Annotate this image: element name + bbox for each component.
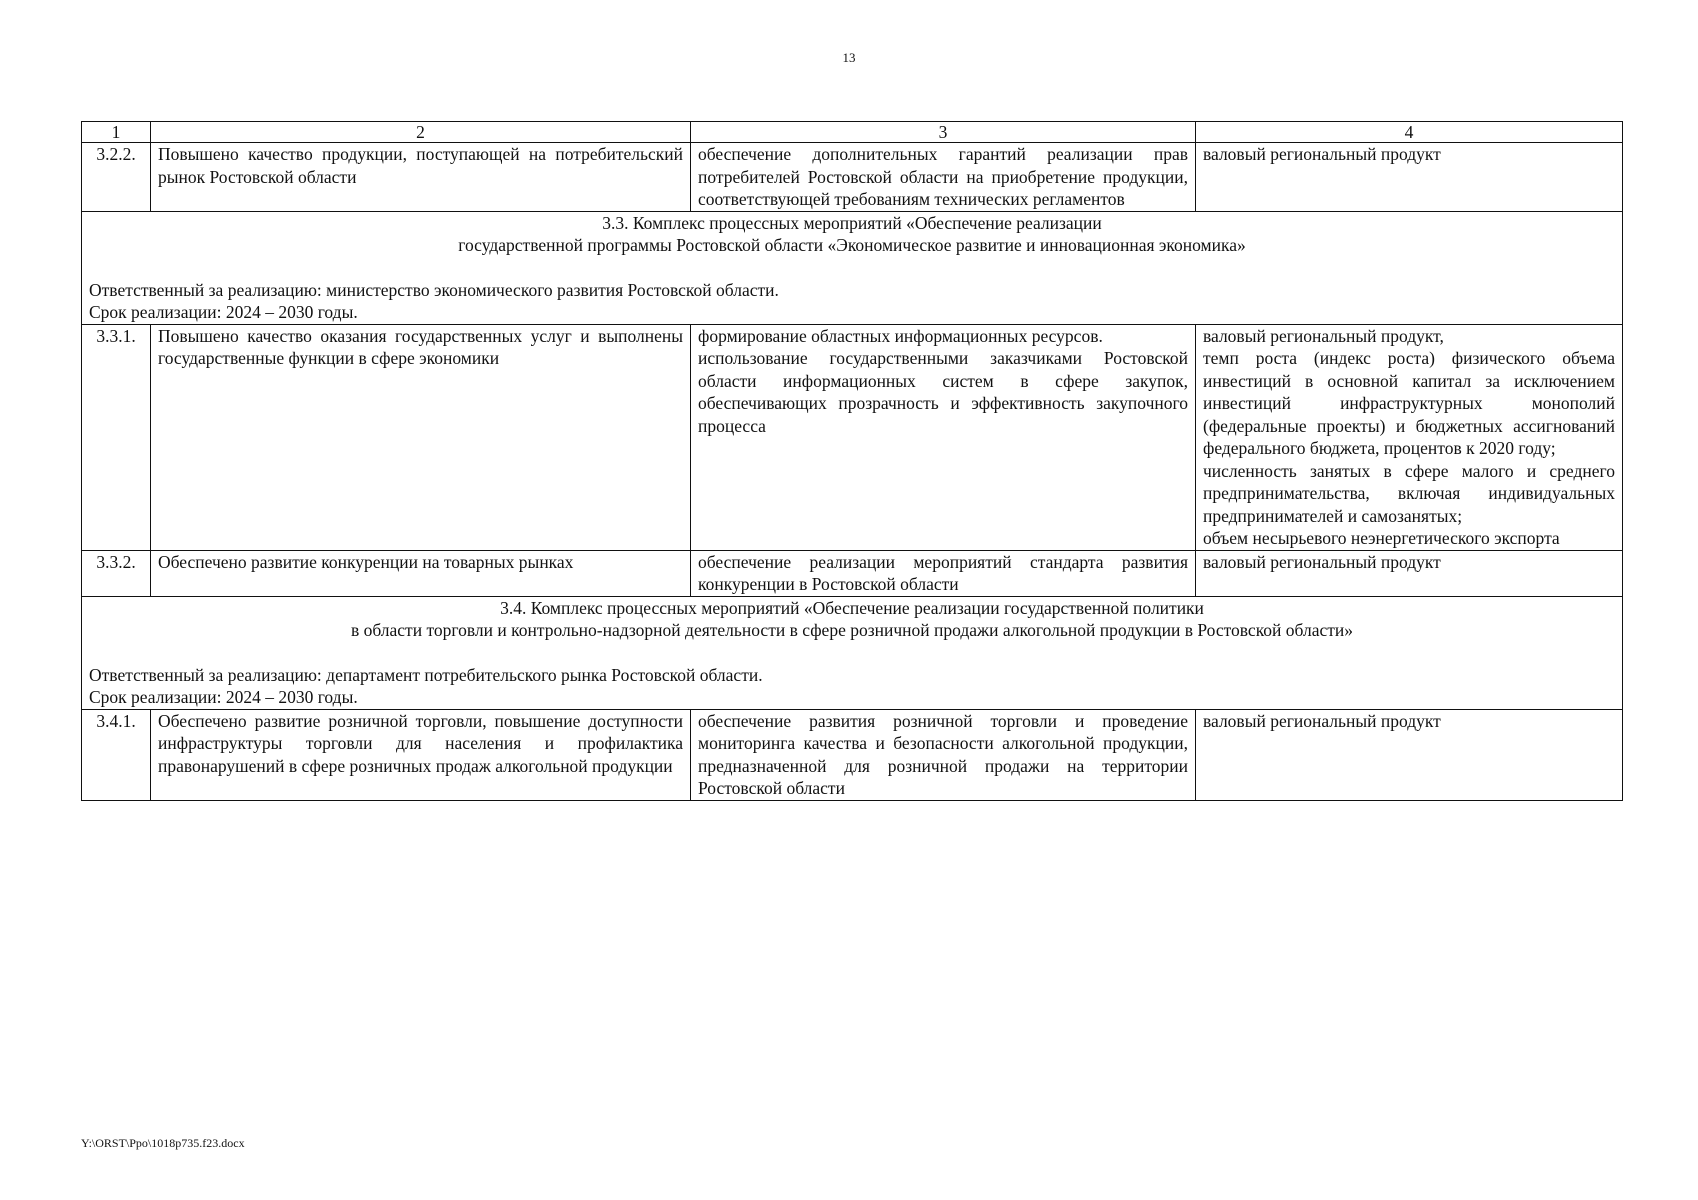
indicator-line: валовый региональный продукт, [1203,325,1444,346]
row-number: 3.3.2. [82,550,151,596]
table-row [82,324,1623,550]
task-description: Повышено качество оказания государственных услуг и выполнены государственные функции в сфере экономики [151,324,691,550]
file-path: Y:\ORST\Ppo\1018p735.f23.docx [81,1136,245,1150]
section-term: Срок реализации: 2024 – 2030 годы. [89,302,358,322]
indicator-link [1196,324,1623,550]
header-col-2: 2 [151,122,691,143]
section-row [82,211,1623,324]
section-title-line: 3.4. Комплекс процессных мероприятий «Обеспечение реализации государственной политики [500,597,1204,618]
section-header-3-4 [82,596,1623,709]
task-characteristic [691,324,1196,550]
indicator-line: темп роста (индекс роста) физического объема инвестиций в основной капитал за исключением инвестиций инфраструктурных монополий (федеральные проекты) и бюджетных ассигнований федерального бюджета, процентов к 2020 году; [1203,348,1615,458]
indicator-line: численность занятых в сфере малого и среднего предпринимательства, включая индивидуальных предпринимателей и самозанятых; [1203,460,1615,526]
section-term: Срок реализации: 2024 – 2030 годы. [89,687,358,707]
characteristic-line: использование государственными заказчиками Ростовской области информационных систем в сфере закупок, обеспечивающих прозрачность и эффективность закупочного процесса [698,348,1188,436]
section-header-3-3 [82,211,1623,324]
header-col-1: 1 [82,122,151,143]
row-number: 3.3.1. [82,324,151,550]
section-title-line: 3.3. Комплекс процессных мероприятий «Обеспечение реализации [602,212,1102,233]
task-characteristic: обеспечение реализации мероприятий стандарта развития конкуренции в Ростовской области [691,550,1196,596]
table-row [82,550,1623,596]
section-title-line: в области торговли и контрольно-надзорной деятельности в сфере розничной продажи алкогольной продукции в Ростовской области» [350,620,1354,640]
section-responsible: Ответственный за реализацию: департамент потребительского рынка Ростовской области. [89,664,763,685]
row-number: 3.4.1. [82,709,151,800]
row-number: 3.2.2. [82,143,151,212]
header-col-4: 4 [1196,122,1623,143]
indicator-line: объем несырьевого неэнергетического экспорта [1203,528,1560,548]
program-table [81,121,1623,801]
section-responsible: Ответственный за реализацию: министерство экономического развития Ростовской области. [89,279,779,300]
task-description: Повышено качество продукции, поступающей на потребительский рынок Ростовской области [151,143,691,212]
section-row [82,596,1623,709]
task-description: Обеспечено развитие розничной торговли, повышение доступности инфраструктуры торговли для населения и профилактика правонарушений в сфере розничных продаж алкогольной продукции [151,709,691,800]
table-row [82,143,1623,212]
table-header-row [82,122,1623,143]
indicator-link: валовый региональный продукт [1196,143,1623,212]
section-title-line: государственной программы Ростовской области «Экономическое развитие и инновационная экономика» [458,235,1246,255]
task-characteristic: обеспечение дополнительных гарантий реализации прав потребителей Ростовской области на приобретение продукции, соответствующей требованиям технических регламентов [691,143,1196,212]
page-number: 13 [842,50,856,65]
task-characteristic: обеспечение развития розничной торговли и проведение мониторинга качества и безопасности алкогольной продукции, предназначенной для розничной продажи на территории Ростовской области [691,709,1196,800]
header-col-3: 3 [691,122,1196,143]
characteristic-line: формирование областных информационных ресурсов. [698,325,1103,346]
indicator-link: валовый региональный продукт [1196,709,1623,800]
task-description: Обеспечено развитие конкуренции на товарных рынках [151,550,691,596]
table-row [82,709,1623,800]
indicator-link: валовый региональный продукт [1196,550,1623,596]
